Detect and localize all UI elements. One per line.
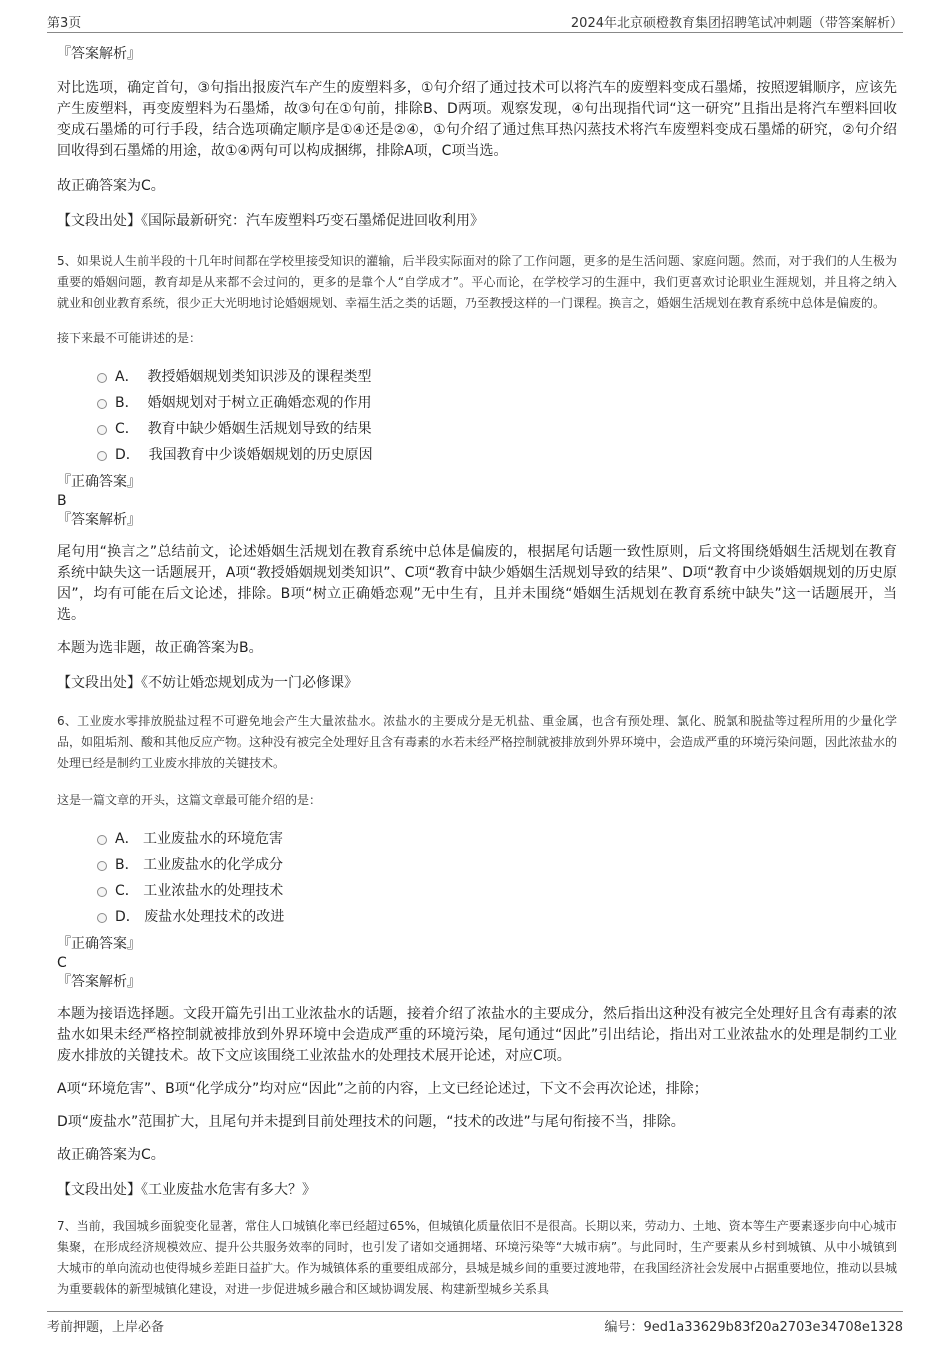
q6-prompt: 这是一篇文章的开头，这篇文章最可能介绍的是： xyxy=(57,793,322,807)
q6-analysis-3: D项“废盐水”范围扩大，且尾句并未提到目前处理技术的问题，“技术的改进”与尾句衔接不当，排除。 xyxy=(57,1114,685,1130)
q6-option-a[interactable] xyxy=(57,826,897,852)
page-content xyxy=(57,44,897,1300)
page-footer xyxy=(47,1311,903,1336)
option-text: 教育中缺少婚姻生活规划导致的结果 xyxy=(147,421,372,437)
page-header xyxy=(47,10,903,33)
option-text: 教授婚姻规划类知识涉及的课程类型 xyxy=(147,369,372,385)
option-text: 工业浓盐水的处理技术 xyxy=(143,883,284,899)
q6-options xyxy=(57,826,897,930)
option-letter: C． xyxy=(115,421,139,437)
radio-button-icon[interactable] xyxy=(97,451,107,461)
option-text: 工业废盐水的环境危害 xyxy=(143,831,284,847)
option-letter: A． xyxy=(115,369,139,385)
q4-source: 【文段出处】《国际最新研究：汽车废塑料巧变石墨烯促进回收利用》 xyxy=(57,213,484,229)
q6-analysis-label: 『答案解析』 xyxy=(57,974,141,990)
q5-source: 【文段出处】《不妨让婚恋规划成为一门必修课》 xyxy=(57,675,358,691)
q6-analysis-2: A项“环境危害”、B项“化学成分”均对应“因此”之前的内容，上文已经论述过，下文不会再次论述，排除； xyxy=(57,1081,708,1097)
radio-button-icon[interactable] xyxy=(97,425,107,435)
q4-analysis: 对比选项，确定首句，③句指出报废汽车产生的废塑料多，①句介绍了通过技术可以将汽车的废塑料变成石墨烯，按照逻辑顺序，应该先产生废塑料，再变废塑料为石墨烯，故③句在①句前，排除B、D两项。观察发现，④句出现指代词“这一研究”且指出是将汽车塑料回收变成石墨烯的可行手段，结合选项确定顺序是①④还是②④，①句介绍了通过焦耳热闪蒸技术将汽车废塑料变成石墨烯的研究，②句介绍回收得到石墨烯的用途，故①④两句可以构成捆绑，排除A项，C项当选。 xyxy=(57,80,897,159)
q5-option-a[interactable] xyxy=(57,364,897,390)
q5-analysis-label: 『答案解析』 xyxy=(57,512,141,528)
document-title: 2024年北京硕橙教育集团招聘笔试冲刺题（带答案解析） xyxy=(570,16,903,31)
option-letter: B． xyxy=(115,395,139,411)
q6-answer-label: 『正确答案』 xyxy=(57,936,141,952)
q5-answer: B xyxy=(57,493,67,509)
option-letter: A． xyxy=(115,831,139,847)
q4-analysis-label: 『答案解析』 xyxy=(57,46,141,62)
option-letter: D． xyxy=(115,909,140,925)
radio-button-icon[interactable] xyxy=(97,887,107,897)
q6-answer: C xyxy=(57,955,67,971)
q5-prompt: 接下来最不可能讲述的是： xyxy=(57,331,202,345)
q6-analysis: 本题为接语选择题。文段开篇先引出工业浓盐水的话题，接着介绍了浓盐水的主要成分，然后指出这种没有被完全处理好且含有毒素的浓盐水如果未经严格控制就被排放到外界环境中会造成严重的环境污染，尾句通过“因此”引出结论，指出对工业浓盐水的处理是制约工业废水排放的关键技术。故下文应该围绕工业浓盐水的处理技术展开论述，对应C项。 xyxy=(57,1006,897,1064)
document-serial: 编号：9ed1a33629b83f20a2703e34708e1328 xyxy=(604,1320,903,1335)
q6-option-b[interactable] xyxy=(57,852,897,878)
radio-button-icon[interactable] xyxy=(97,373,107,383)
q6-stem: 6、工业废水零排放脱盐过程不可避免地会产生大量浓盐水。浓盐水的主要成分是无机盐、重金属，也含有预处理、氯化、脱氯和脱盐等过程所用的少量化学品，如阻垢剂、酸和其他反应产物。这种没有被完全处理好且含有毒素的水若未经严格控制就被排放到外界环境中，会造成严重的环境污染问题，因此浓盐水的处理已经是制约工业废水排放的关键技术。 xyxy=(57,714,898,770)
q5-option-d[interactable] xyxy=(57,442,897,468)
option-text: 婚姻规划对于树立正确婚恋观的作用 xyxy=(147,395,372,411)
q6-source: 【文段出处】《工业废盐水危害有多大？》 xyxy=(57,1182,316,1198)
radio-button-icon[interactable] xyxy=(97,399,107,409)
q5-answer-label: 『正确答案』 xyxy=(57,474,141,490)
radio-button-icon[interactable] xyxy=(97,913,107,923)
q5-analysis: 尾句用“换言之”总结前文，论述婚姻生活规划在教育系统中总体是偏废的，根据尾句话题一致性原则，后文将围绕婚姻生活规划在教育系统中缺失这一话题展开，A项“教授婚姻规划类知识”、C项“教育中缺少婚姻生活规划导致的结果”、D项“教育中少谈婚姻规划的历史原因”，均有可能在后文论述，排除。B项“树立正确婚恋观”无中生有，且并未围绕“婚姻生活规划在教育系统中缺失”这一话题展开，当选。 xyxy=(57,544,897,623)
option-text: 我国教育中少谈婚姻规划的历史原因 xyxy=(148,447,373,463)
option-text: 工业废盐水的化学成分 xyxy=(143,857,284,873)
footer-slogan: 考前押题，上岸必备 xyxy=(47,1320,165,1335)
q6-conclusion: 故正确答案为C。 xyxy=(57,1147,165,1163)
q4-conclusion: 故正确答案为C。 xyxy=(57,178,165,194)
option-letter: B． xyxy=(115,857,139,873)
q6-option-d[interactable] xyxy=(57,904,897,930)
radio-button-icon[interactable] xyxy=(97,861,107,871)
q7-stem: 7、当前，我国城乡面貌变化显著，常住人口城镇化率已经超过65%，但城镇化质量依旧不是很高。长期以来，劳动力、土地、资本等生产要素逐步向中心城市集聚，在形成经济规模效应、提升公共服务效率的同时，也引发了诸如交通拥堵、环境污染等“大城市病”。与此同时，生产要素从乡村到城镇、从中小城镇到大城市的单向流动也使得城乡差距日益扩大。作为城镇体系的重要组成部分，县城是城乡间的重要过渡地带，在我国经济社会发展中占据重要地位，推动以县城为重要载体的新型城镇化建设，对进一步促进城乡融合和区域协调发展、构建新型城乡关系具 xyxy=(57,1219,898,1296)
q5-options xyxy=(57,364,897,468)
option-letter: D． xyxy=(115,447,140,463)
q5-conclusion: 本题为选非题，故正确答案为B。 xyxy=(57,640,263,656)
q6-option-c[interactable] xyxy=(57,878,897,904)
q5-option-b[interactable] xyxy=(57,390,897,416)
page-number: 第3页 xyxy=(47,16,82,31)
q5-option-c[interactable] xyxy=(57,416,897,442)
option-letter: C． xyxy=(115,883,139,899)
option-text: 废盐水处理技术的改进 xyxy=(144,909,285,925)
q5-stem: 5、如果说人生前半段的十几年时间都在学校里接受知识的灌输，后半段实际面对的除了工作问题，更多的是生活问题、家庭问题。然而，对于我们的人生极为重要的婚姻问题，教育却是从来都不会过问的，更多的是靠个人“自学成才”。平心而论，在学校学习的生涯中，我们更喜欢讨论职业生涯规划，并且将之纳入就业和创业教育系统，很少正大光明地讨论婚姻规划、幸福生活之类的话题，乃至教授这样的一门课程。换言之，婚姻生活规划在教育系统中总体是偏废的。 xyxy=(57,254,897,310)
radio-button-icon[interactable] xyxy=(97,835,107,845)
